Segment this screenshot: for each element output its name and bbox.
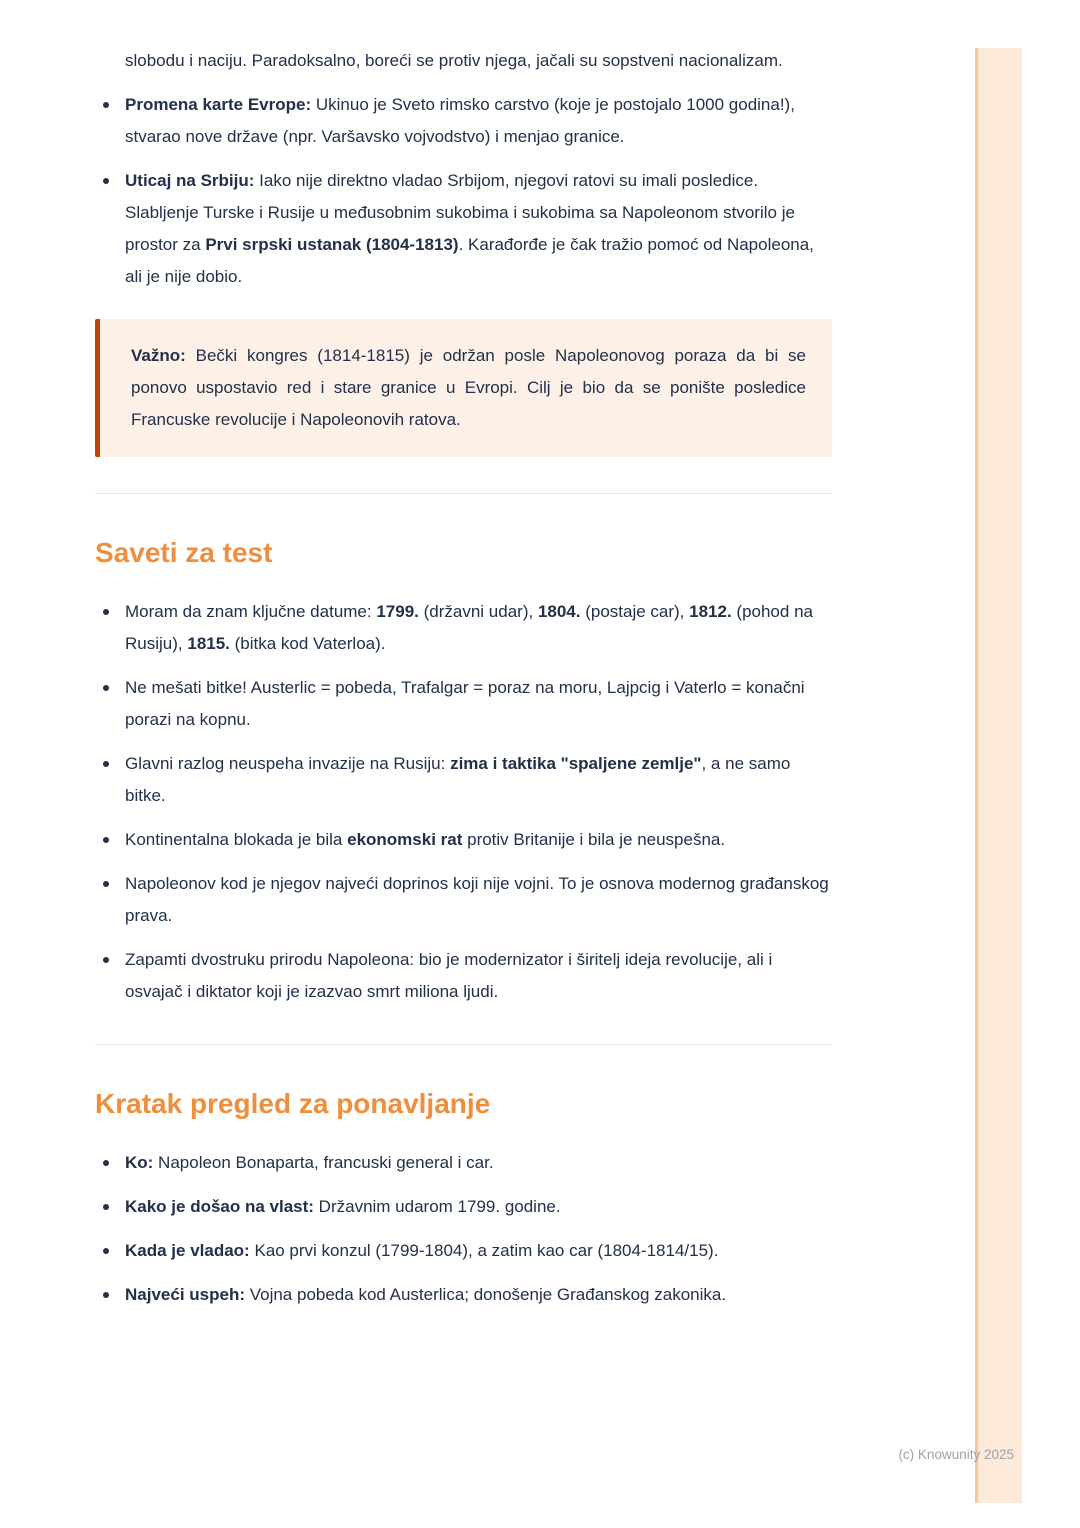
bullet-list-top (95, 89, 832, 293)
document-content (95, 45, 832, 1323)
list-item: Uticaj na Srbiju: Iako nije direktno vladao Srbijom, njegovi ratovi su imali posledice. Slabljenje Turske i Rusije u međusobnim sukobima i sukobima sa Napoleonom stvorilo je prostor za Prvi srpski ustanak (1804-1813). Karađorđe je čak tražio pomoć od Napoleona, ali je nije dobio. (95, 165, 832, 293)
list-item: Ne mešati bitke! Austerlic = pobeda, Trafalgar = poraz na moru, Lajpcig i Vaterlo = konačni porazi na kopnu. (95, 672, 832, 736)
paragraph-continuation: slobodu i naciju. Paradoksalno, boreći se protiv njega, jačali su sopstveni nacionalizam. (125, 51, 783, 70)
section-divider (95, 1044, 832, 1045)
list-item: Zapamti dvostruku prirodu Napoleona: bio je modernizator i širitelj ideja revolucije, ali i osvajač i diktator koji je izazvao smrt miliona ljudi. (95, 944, 832, 1008)
list-item: Glavni razlog neuspeha invazije na Rusiju: zima i taktika "spaljene zemlje", a ne samo bitke. (95, 748, 832, 812)
list-item: Kada je vladao: Kao prvi konzul (1799-1804), a zatim kao car (1804-1814/15). (95, 1235, 832, 1267)
watermark: (c) Knowunity 2025 (898, 1447, 1014, 1462)
list-item: Kako je došao na vlast: Državnim udarom 1799. godine. (95, 1191, 832, 1223)
section-title-saveti-za-test: Saveti za test (95, 537, 273, 568)
list-item: Moram da znam ključne datume: 1799. (državni udar), 1804. (postaje car), 1812. (pohod na Rusiju), 1815. (bitka kod Vaterloa). (95, 596, 832, 660)
list-item: Promena karte Evrope: Ukinuo je Sveto rimsko carstvo (koje je postojalo 1000 godina!), stvarao nove države (npr. Varšavsko vojvodstvo) i menjao granice. (95, 89, 832, 153)
list-item: Kontinentalna blokada je bila ekonomski rat protiv Britanije i bila je neuspešna. (95, 824, 832, 856)
list-item: Najveći uspeh: Vojna pobeda kod Austerlica; donošenje Građanskog zakonika. (95, 1279, 832, 1311)
bullet-list-pregled (95, 1147, 832, 1311)
bullet-list-saveti (95, 596, 832, 1008)
section-title-kratak-pregled: Kratak pregled za ponavljanje (95, 1088, 491, 1119)
important-callout: Važno: Bečki kongres (1814-1815) je održan posle Napoleonovog poraza da bi se ponovo uspostavio red i stare granice u Evropi. Cilj je bio da se ponište posledice Francuske revolucije i Napoleonovih ratova. (95, 319, 832, 457)
list-item: Ko: Napoleon Bonaparta, francuski general i car. (95, 1147, 832, 1179)
list-item: Napoleonov kod je njegov najveći doprinos koji nije vojni. To je osnova modernog građanskog prava. (95, 868, 832, 932)
section-divider (95, 493, 832, 494)
side-accent-strip (978, 48, 1022, 1503)
